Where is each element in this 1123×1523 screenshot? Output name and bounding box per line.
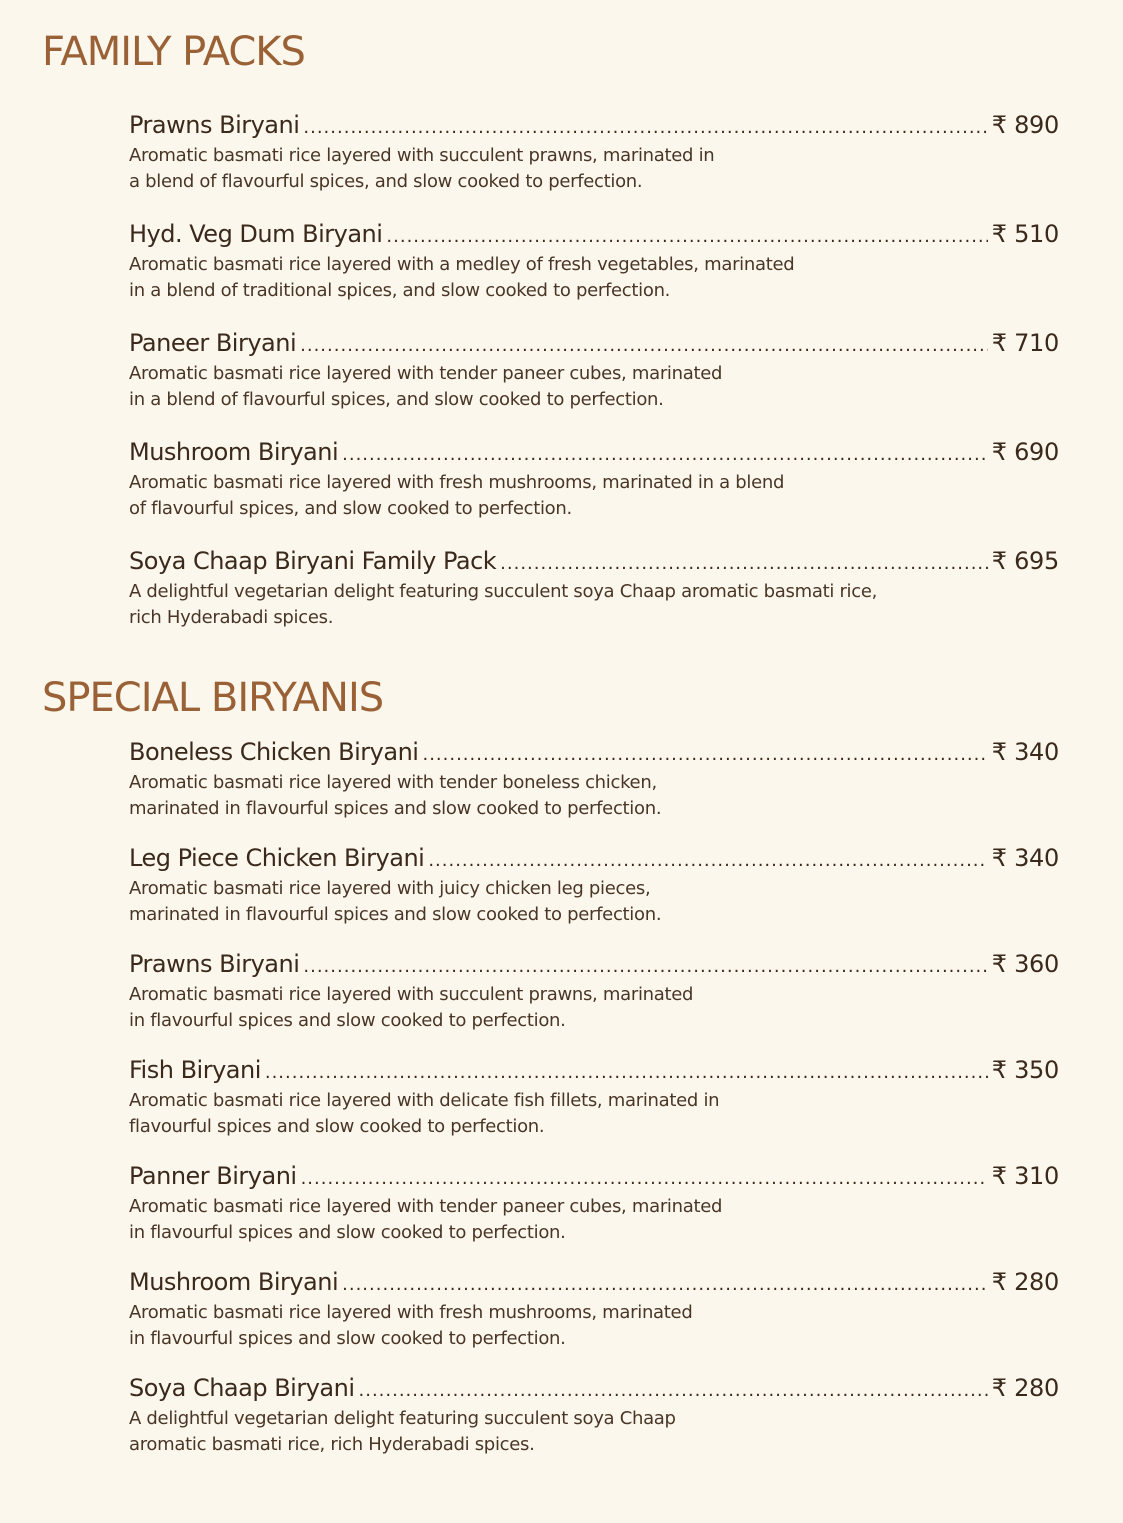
dot-leader: [428, 850, 987, 871]
item-description: Aromatic basmati rice layered with succulent prawns, marinated in a blend of flavourful spices, and slow cooked to perfection.: [129, 145, 715, 192]
item-name: Mushroom Biryani: [129, 438, 339, 466]
item-name: Paneer Biryani: [129, 329, 297, 357]
menu-item: [129, 950, 1059, 1056]
item-name: Panner Biryani: [129, 1162, 297, 1190]
dot-leader: [342, 444, 988, 465]
item-price: ₹ 280: [991, 1374, 1059, 1402]
item-name: Mushroom Biryani: [129, 1268, 339, 1296]
menu-item: [129, 329, 1059, 438]
item-description: Aromatic basmati rice layered with tender paneer cubes, marinated in flavourful spices and slow cooked to perfection.: [129, 1196, 723, 1243]
dot-leader: [303, 117, 987, 138]
menu-item: [129, 1268, 1059, 1374]
item-name: Fish Biryani: [129, 1056, 261, 1084]
item-description: Aromatic basmati rice layered with tender paneer cubes, marinated in a blend of flavourful spices, and slow cooked to perfection.: [129, 363, 723, 410]
item-price: ₹ 510: [991, 220, 1059, 248]
item-name: Prawns Biryani: [129, 111, 300, 139]
dot-leader: [422, 744, 987, 765]
dot-leader: [300, 335, 988, 356]
item-name: Leg Piece Chicken Biryani: [129, 844, 425, 872]
dot-leader: [303, 956, 987, 977]
item-description: Aromatic basmati rice layered with fresh mushrooms, marinated in flavourful spices and slow cooked to perfection.: [129, 1302, 693, 1349]
item-price: ₹ 310: [991, 1162, 1059, 1190]
menu-item: [129, 1056, 1059, 1162]
item-description: Aromatic basmati rice layered with tender boneless chicken, marinated in flavourful spices and slow cooked to perfection.: [129, 772, 662, 819]
item-description: Aromatic basmati rice layered with delicate fish fillets, marinated in flavourful spices and slow cooked to perfection.: [129, 1090, 720, 1137]
section-title-special-biryanis: SPECIAL BIRYANIS: [42, 675, 384, 721]
menu-item: [129, 738, 1059, 844]
item-name: Soya Chaap Biryani Family Pack: [129, 547, 497, 575]
item-name: Boneless Chicken Biryani: [129, 738, 419, 766]
family-packs-list: [129, 111, 1059, 656]
item-price: ₹ 695: [991, 547, 1059, 575]
item-description: A delightful vegetarian delight featuring succulent soya Chaap aromatic basmati rice, rich Hyderabadi spices.: [129, 581, 878, 628]
item-price: ₹ 690: [991, 438, 1059, 466]
item-price: ₹ 340: [991, 738, 1059, 766]
special-biryanis-list: [129, 738, 1059, 1480]
item-price: ₹ 280: [991, 1268, 1059, 1296]
item-description: Aromatic basmati rice layered with fresh mushrooms, marinated in a blend of flavourful spices, and slow cooked to perfection.: [129, 472, 785, 519]
item-price: ₹ 890: [991, 111, 1059, 139]
section-title-family-packs: FAMILY PACKS: [42, 29, 305, 75]
item-description: Aromatic basmati rice layered with juicy chicken leg pieces, marinated in flavourful spices and slow cooked to perfection.: [129, 878, 662, 925]
dot-leader: [342, 1274, 988, 1295]
menu-item: [129, 111, 1059, 220]
menu-item: [129, 1374, 1059, 1480]
menu-item: [129, 844, 1059, 950]
dot-leader: [359, 1380, 988, 1401]
dot-leader: [500, 553, 988, 574]
item-name: Hyd. Veg Dum Biryani: [129, 220, 383, 248]
item-description: A delightful vegetarian delight featuring succulent soya Chaap aromatic basmati rice, rich Hyderabadi spices.: [129, 1408, 676, 1455]
dot-leader: [265, 1062, 988, 1083]
dot-leader: [386, 226, 987, 247]
menu-item: [129, 438, 1059, 547]
item-price: ₹ 340: [991, 844, 1059, 872]
item-name: Prawns Biryani: [129, 950, 300, 978]
menu-item: [129, 220, 1059, 329]
item-description: Aromatic basmati rice layered with succulent prawns, marinated in flavourful spices and slow cooked to perfection.: [129, 984, 694, 1031]
menu-item: [129, 547, 1059, 656]
item-description: Aromatic basmati rice layered with a medley of fresh vegetables, marinated in a blend of traditional spices, and slow cooked to perfection.: [129, 254, 795, 301]
item-price: ₹ 710: [991, 329, 1059, 357]
item-price: ₹ 350: [991, 1056, 1059, 1084]
item-name: Soya Chaap Biryani: [129, 1374, 355, 1402]
menu-item: [129, 1162, 1059, 1268]
dot-leader: [301, 1168, 988, 1189]
item-price: ₹ 360: [991, 950, 1059, 978]
